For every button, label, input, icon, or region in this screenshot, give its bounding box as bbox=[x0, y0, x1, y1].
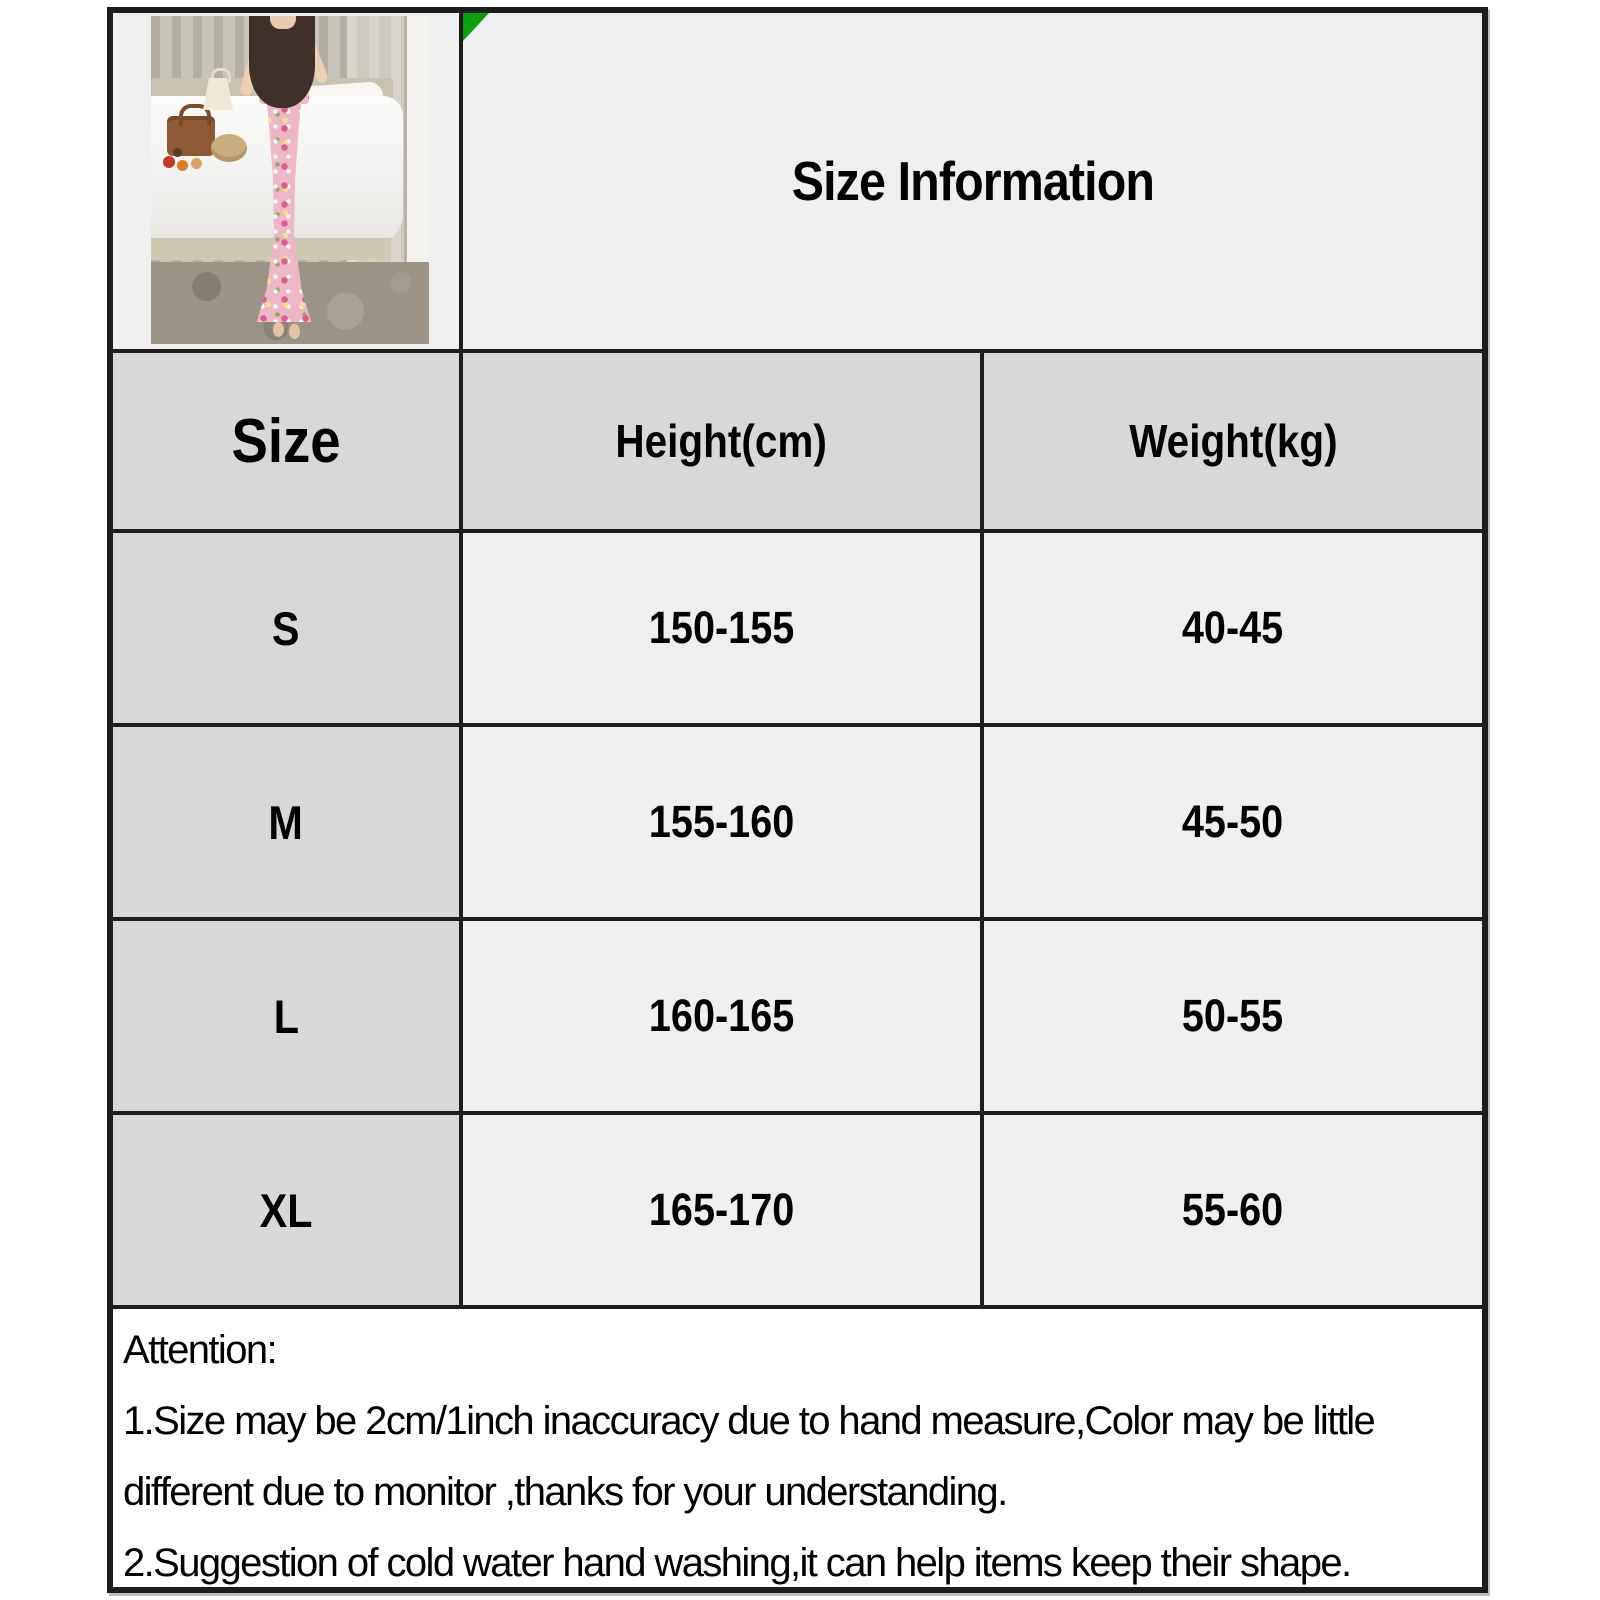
fruit bbox=[177, 160, 188, 171]
table-row bbox=[113, 727, 1482, 921]
table-row bbox=[113, 1115, 1482, 1309]
fruit bbox=[173, 148, 182, 157]
attention-row bbox=[113, 1309, 1482, 1587]
size-label: L bbox=[273, 989, 299, 1043]
attention-section bbox=[113, 1309, 1482, 1587]
table-row bbox=[113, 921, 1482, 1115]
green-corner-marker bbox=[463, 13, 489, 41]
attention-title: Attention: bbox=[123, 1328, 277, 1372]
height-value: 150-155 bbox=[648, 602, 795, 653]
height-cell bbox=[463, 533, 984, 723]
size-label: M bbox=[268, 795, 304, 849]
page-title: Size Information bbox=[791, 150, 1154, 212]
height-value: 165-170 bbox=[648, 1184, 795, 1235]
weight-value: 40-45 bbox=[1182, 602, 1284, 653]
weight-cell bbox=[984, 1115, 1482, 1305]
table-header-row bbox=[113, 353, 1482, 533]
table-row bbox=[113, 533, 1482, 727]
sandal bbox=[289, 324, 300, 339]
fruit bbox=[191, 158, 202, 169]
weight-cell bbox=[984, 533, 1482, 723]
weight-value: 50-55 bbox=[1182, 990, 1284, 1041]
size-cell bbox=[113, 1115, 463, 1305]
size-chart-table bbox=[107, 7, 1488, 1593]
weight-cell bbox=[984, 727, 1482, 917]
weight-value: 55-60 bbox=[1182, 1184, 1284, 1235]
size-label: S bbox=[272, 601, 300, 655]
product-photo-cell bbox=[113, 13, 463, 349]
size-cell bbox=[113, 533, 463, 723]
product-photo bbox=[151, 16, 429, 344]
fruit bbox=[163, 156, 175, 168]
column-header-size: Size bbox=[231, 406, 341, 476]
size-cell bbox=[113, 921, 463, 1111]
height-cell bbox=[463, 921, 984, 1111]
weight-value: 45-50 bbox=[1182, 796, 1284, 847]
sandal bbox=[273, 322, 284, 337]
height-cell bbox=[463, 1115, 984, 1305]
column-header-size-cell bbox=[113, 353, 463, 529]
attention-item: 2.Suggestion of cold water hand washing,it can help items keep their shape. bbox=[123, 1541, 1351, 1585]
weight-cell bbox=[984, 921, 1482, 1111]
column-header-weight-cell bbox=[984, 353, 1482, 529]
column-header-weight: Weight(kg) bbox=[1128, 415, 1338, 467]
model-hair bbox=[249, 16, 315, 108]
column-header-height: Height(cm) bbox=[615, 415, 828, 467]
size-label: XL bbox=[259, 1183, 313, 1237]
height-value: 160-165 bbox=[648, 990, 795, 1041]
attention-item: 1.Size may be 2cm/1inch inaccuracy due to hand measure,Color may be little different due to monitor ,thanks for your understanding. bbox=[123, 1399, 1375, 1514]
column-header-height-cell bbox=[463, 353, 984, 529]
height-value: 155-160 bbox=[648, 796, 795, 847]
size-information-cell bbox=[463, 13, 1482, 349]
size-cell bbox=[113, 727, 463, 917]
height-cell bbox=[463, 727, 984, 917]
header-row bbox=[113, 13, 1482, 353]
straw-hat bbox=[211, 134, 247, 162]
